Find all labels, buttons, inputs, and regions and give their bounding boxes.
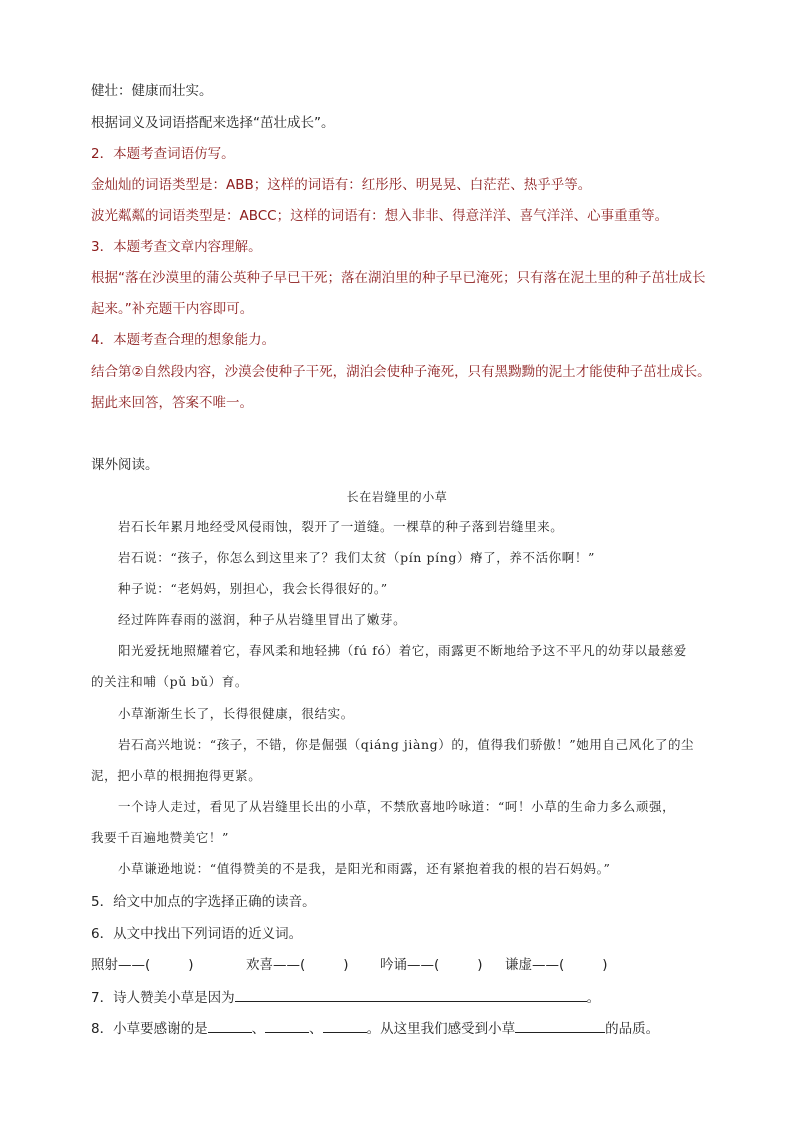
question-8 <box>91 1018 734 1038</box>
q8-blank-2[interactable] <box>265 1018 309 1033</box>
answer-3-line-1: 根据“落在沙漠里的蒲公英种子早已干死；落在湖泊里的种子早已淹死；只有落在泥土里的种子茁壮成长 <box>91 270 706 286</box>
answer-1-reason: 根据词义及词语搭配来选择“茁壮成长”。 <box>91 115 335 131</box>
q6-item-3[interactable] <box>380 956 483 974</box>
answer-1-definition: 健壮：健康而壮实。 <box>91 83 213 99</box>
q6-item-4[interactable] <box>505 956 608 974</box>
q7-answer-blank[interactable] <box>235 987 587 1002</box>
q6-item-4-word: 谦虚——( <box>505 957 565 973</box>
story-paragraph-9: 小草谦逊地说：“值得赞美的不是我，是阳光和雨露，还有紧抱着我的根的岩石妈妈。” <box>118 861 611 876</box>
q6-item-3-close: ) <box>477 957 483 973</box>
answer-4-title: 4．本题考查合理的想象能力。 <box>91 332 276 348</box>
story-paragraph-3: 种子说：“老妈妈，别担心，我会长得很好的。” <box>118 581 388 596</box>
story-paragraph-2: 岩石说：“孩子，你怎么到这里来了？我们太贫（pín píng）瘠了，养不活你啊！” <box>118 550 595 565</box>
q8-sep-1: 、 <box>251 1021 266 1037</box>
q8-mid: 。从这里我们感受到小草 <box>366 1021 516 1037</box>
q6-item-1-close: ) <box>188 957 194 973</box>
story-paragraph-1: 岩石长年累月地经受风侵雨蚀，裂开了一道缝。一棵草的种子落到岩缝里来。 <box>118 519 564 534</box>
answer-2-title: 2．本题考查词语仿写。 <box>91 146 235 162</box>
answer-2-line-1: 金灿灿的词语类型是：ABB；这样的词语有：红彤彤、明晃晃、白茫茫、热乎乎等。 <box>91 177 592 193</box>
story-paragraph-5-line-2: 的关注和哺（pǔ bǔ）育。 <box>91 674 248 689</box>
reading-heading: 课外阅读。 <box>91 457 159 473</box>
q8-blank-3[interactable] <box>323 1018 367 1033</box>
q8-sep-2: 、 <box>309 1021 323 1037</box>
answer-4-line-1: 结合第②自然段内容，沙漠会使种子干死，湖泊会使种子淹死，只有黑黝黝的泥土才能使种子茁壮成长。 <box>91 364 711 380</box>
q8-blank-4[interactable] <box>515 1018 605 1033</box>
story-paragraph-7-line-1: 岩石高兴地说：“孩子，不错，你是倔强（qiáng jiàng）的，值得我们骄傲！”她用自己风化了的尘 <box>118 737 695 752</box>
q6-item-4-close: ) <box>602 957 608 973</box>
story-paragraph-6: 小草渐渐生长了，长得很健康，很结实。 <box>118 706 354 721</box>
q8-prefix: 8．小草要感谢的是 <box>91 1021 208 1037</box>
answer-4-line-2: 据此来回答，答案不唯一。 <box>91 395 253 411</box>
story-paragraph-4: 经过阵阵春雨的滋润，种子从岩缝里冒出了嫩芽。 <box>118 612 407 627</box>
story-paragraph-7-line-2: 泥，把小草的根拥抱得更紧。 <box>91 768 262 783</box>
q7-suffix: 。 <box>586 990 601 1006</box>
question-6: 6．从文中找出下列词语的近义词。 <box>91 926 303 942</box>
question-5: 5．给文中加点的字选择正确的读音。 <box>91 894 316 910</box>
q6-item-1[interactable] <box>91 956 194 974</box>
story-paragraph-8-line-2: 我要千百遍地赞美它！” <box>91 830 229 845</box>
q8-blank-1[interactable] <box>208 1018 252 1033</box>
q6-item-2-word: 欢喜——( <box>246 957 306 973</box>
q7-prefix: 7．诗人赞美小草是因为 <box>91 990 235 1006</box>
q6-item-2[interactable] <box>246 956 349 974</box>
answer-3-line-2: 起来。”补充题干内容即可。 <box>91 301 254 317</box>
q8-suffix: 的品质。 <box>605 1021 660 1037</box>
q6-item-2-close: ) <box>343 957 349 973</box>
story-title: 长在岩缝里的小草 <box>346 490 448 504</box>
question-7 <box>91 987 734 1007</box>
q6-item-3-word: 吟诵——( <box>380 957 440 973</box>
q6-item-1-word: 照射——( <box>91 957 151 973</box>
answer-2-line-2: 波光粼粼的词语类型是：ABCC；这样的词语有：想入非非、得意洋洋、喜气洋洋、心事重重等。 <box>91 208 669 224</box>
story-paragraph-5-line-1: 阳光爱抚地照耀着它，春风柔和地轻拂（fú fó）着它，雨露更不断地给予这不平凡的幼芽以最慈爱 <box>118 643 687 658</box>
story-paragraph-8-line-1: 一个诗人走过，看见了从岩缝里长出的小草，不禁欣喜地吟咏道：“呵！小草的生命力多么顽强， <box>118 799 676 814</box>
answer-3-title: 3．本题考查文章内容理解。 <box>91 239 262 255</box>
